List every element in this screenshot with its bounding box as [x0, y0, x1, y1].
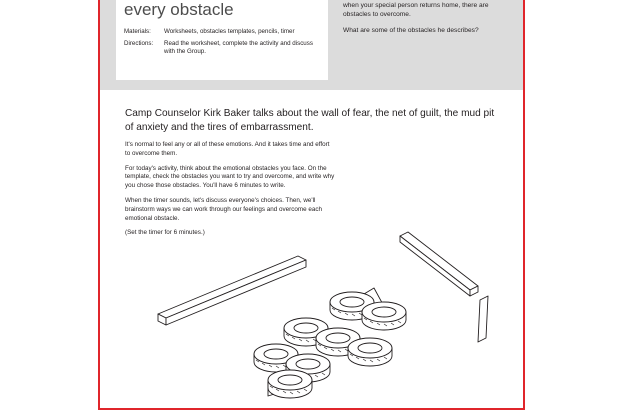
- tire-hole: [326, 333, 350, 343]
- body-paragraph-1: It's normal to feel any or all of these emotions. And it takes time and effort to overcome them.: [125, 141, 330, 157]
- materials-value: Worksheets, obstacles templates, pencils, timer: [164, 28, 295, 35]
- body-paragraph-4: (Set the timer for 6 minutes.): [125, 229, 205, 237]
- directions-value: Read the worksheet, complete the activity and discuss with the Group.: [164, 39, 313, 55]
- materials-row: [124, 28, 324, 37]
- title-card: [116, 0, 328, 80]
- intro-paragraph: Camp Counselor Kirk Baker talks about the wall of fear, the net of guilt, the mud pit of anxiety and the tires of embarrassment.: [125, 108, 495, 133]
- rail-left-top: [158, 256, 306, 318]
- tire-icon: [268, 370, 312, 398]
- tire-hole: [340, 297, 364, 307]
- story-text: [343, 0, 513, 42]
- rail-right-side: [400, 236, 470, 296]
- tires-group: [254, 292, 406, 398]
- materials-label: Materials:: [124, 28, 151, 35]
- rail-right-top: [400, 232, 478, 290]
- directions-label: Directions:: [124, 39, 154, 47]
- tire-icon: [348, 338, 392, 366]
- body-paragraph-3: When the timer sounds, let's discuss everyone's choices. Then, we'll brainstorm ways we can work through our feelings and overcome each emotional obstacle.: [125, 196, 323, 222]
- story-question: What are some of the obstacles he describes?: [343, 27, 479, 34]
- tire-hole: [264, 349, 288, 359]
- tire-hole: [296, 359, 320, 369]
- worksheet-meta: [124, 28, 324, 60]
- worksheet-page: [98, 0, 525, 410]
- tire-icon: [362, 302, 406, 330]
- tire-hole: [278, 375, 302, 385]
- story-paragraph: when your special person returns home, there are obstacles to overcome.: [343, 2, 489, 18]
- tire-hole: [294, 323, 318, 333]
- activity-instructions: [125, 141, 335, 244]
- body-paragraph-2: For today's activity, think about the emotional obstacles you face. On the template, check the obstacles you want to try and overcome, and write why you chose those obstacles. You'll have 6 minutes to write.: [125, 164, 335, 190]
- rail-left-side: [166, 260, 306, 325]
- tire-hole: [372, 307, 396, 317]
- obstacle-course-illustration: [150, 230, 490, 400]
- tire-hole: [358, 343, 382, 353]
- directions-row: [124, 40, 324, 57]
- page-title: every obstacle: [124, 0, 234, 19]
- post-right: [478, 296, 488, 342]
